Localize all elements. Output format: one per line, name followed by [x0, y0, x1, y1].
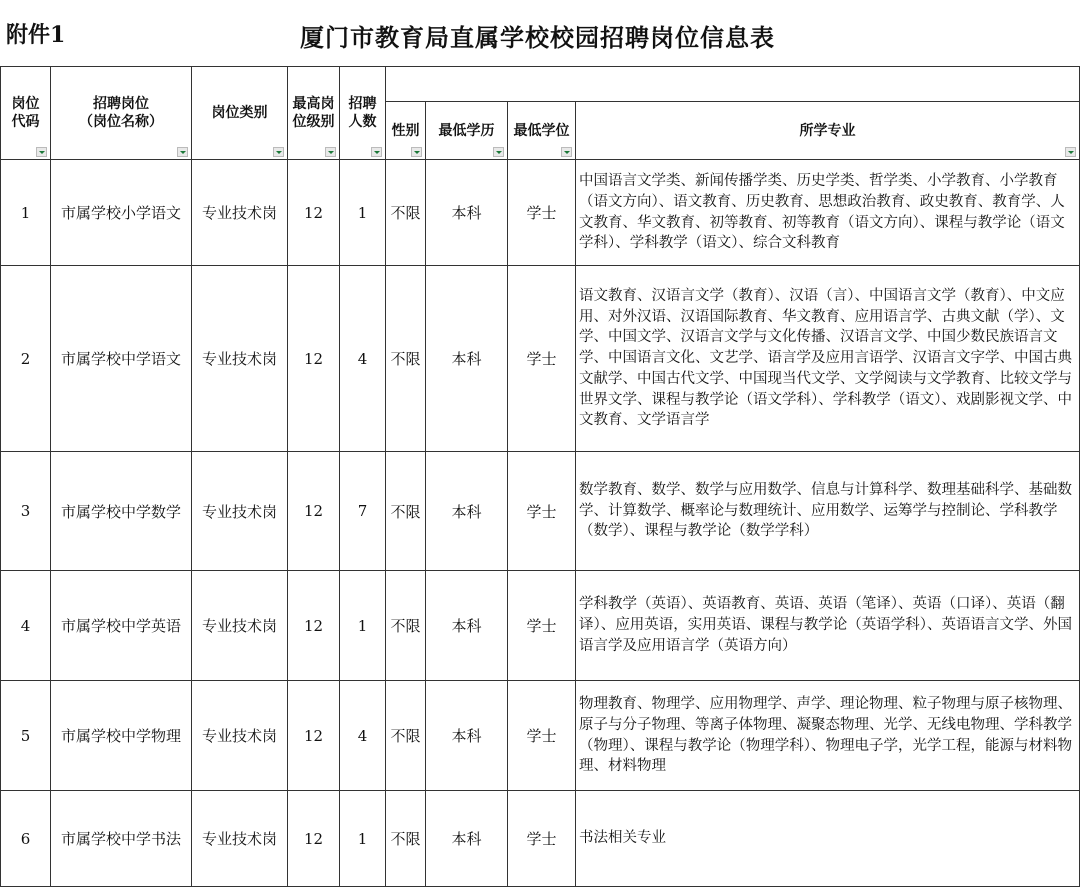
cell-level[interactable]: 12 — [288, 160, 340, 266]
cell-code[interactable]: 1 — [1, 160, 51, 266]
header — [0, 0, 1080, 66]
cell-count[interactable]: 1 — [340, 791, 386, 887]
page-title: 厦门市教育局直属学校校园招聘岗位信息表 — [300, 23, 775, 52]
cell-position[interactable]: 市属学校中学语文 — [51, 266, 192, 452]
cell-level[interactable]: 12 — [288, 571, 340, 681]
attachment-label: 附件1 — [6, 22, 66, 48]
cell-education[interactable]: 本科 — [426, 571, 508, 681]
cell-category[interactable]: 专业技术岗 — [192, 266, 288, 452]
cell-major[interactable]: 书法相关专业 — [576, 791, 1080, 887]
cell-count[interactable]: 1 — [340, 571, 386, 681]
cell-education[interactable]: 本科 — [426, 266, 508, 452]
cell-count[interactable]: 1 — [340, 160, 386, 266]
positions-table — [0, 66, 1080, 887]
cell-degree[interactable]: 学士 — [508, 791, 576, 887]
col-header-gender: 性别 — [386, 102, 426, 160]
cell-degree[interactable]: 学士 — [508, 681, 576, 791]
cell-position[interactable]: 市属学校中学书法 — [51, 791, 192, 887]
cell-count[interactable]: 7 — [340, 452, 386, 571]
cell-level[interactable]: 12 — [288, 266, 340, 452]
filter-dropdown-icon[interactable] — [561, 147, 572, 157]
cell-code[interactable]: 2 — [1, 266, 51, 452]
cell-category[interactable]: 专业技术岗 — [192, 452, 288, 571]
cell-category[interactable]: 专业技术岗 — [192, 681, 288, 791]
col-header-position: 招聘岗位 （岗位名称） — [51, 67, 192, 160]
table-row — [1, 452, 1080, 571]
col-header-requirements — [386, 67, 1080, 102]
filter-dropdown-icon[interactable] — [36, 147, 47, 157]
table-row — [1, 681, 1080, 791]
col-header-count: 招聘 人数 — [340, 67, 386, 160]
cell-code[interactable]: 6 — [1, 791, 51, 887]
table-row — [1, 791, 1080, 887]
cell-education[interactable]: 本科 — [426, 160, 508, 266]
cell-gender[interactable]: 不限 — [386, 160, 426, 266]
cell-gender[interactable]: 不限 — [386, 681, 426, 791]
filter-dropdown-icon[interactable] — [325, 147, 336, 157]
cell-major[interactable]: 数学教育、数学、数学与应用数学、信息与计算科学、数理基础科学、基础数学、计算数学、概率论与数理统计、应用数学、运筹学与控制论、学科教学（数学）、课程与教学论（数学学科） — [576, 452, 1080, 571]
filter-dropdown-icon[interactable] — [177, 147, 188, 157]
cell-major[interactable]: 学科教学（英语）、英语教育、英语、英语（笔译）、英语（口译）、英语（翻译）、应用英语，实用英语、课程与教学论（英语学科）、英语语言文学、外国语言学及应用语言学（英语方向） — [576, 571, 1080, 681]
cell-major[interactable]: 中国语言文学类、新闻传播学类、历史学类、哲学类、小学教育、小学教育（语文方向）、语文教育、历史教育、思想政治教育、政史教育、教育学、人文教育、华文教育、初等教育、初等教育（语文方向）、课程与教学论（语文学科）、学科教学（语文）、综合文科教育 — [576, 160, 1080, 266]
cell-code[interactable]: 4 — [1, 571, 51, 681]
cell-position[interactable]: 市属学校中学物理 — [51, 681, 192, 791]
cell-count[interactable]: 4 — [340, 266, 386, 452]
table-row — [1, 571, 1080, 681]
col-header-category: 岗位类别 — [192, 67, 288, 160]
filter-dropdown-icon[interactable] — [371, 147, 382, 157]
cell-education[interactable]: 本科 — [426, 791, 508, 887]
cell-education[interactable]: 本科 — [426, 452, 508, 571]
cell-degree[interactable]: 学士 — [508, 571, 576, 681]
cell-category[interactable]: 专业技术岗 — [192, 571, 288, 681]
cell-level[interactable]: 12 — [288, 791, 340, 887]
cell-major[interactable]: 语文教育、汉语言文学（教育）、汉语（言）、中国语言文学（教育）、中文应用、对外汉语、汉语国际教育、华文教育、应用语言学、古典文献（学）、文学、中国文学、汉语言文学与文化传播、汉语言文学、中国少数民族语言文学、中国语言文化、文艺学、语言学及应用言语学、汉语言文字学、中国古典文献学、中国古代文学、中国现当代文学、文学阅读与文学教育、比较文学与世界文学、课程与教学论（语文学科）、学科教学（语文）、戏剧影视文学、中文教育、文学语言学 — [576, 266, 1080, 452]
col-header-code: 岗位 代码 — [1, 67, 51, 160]
table-row — [1, 266, 1080, 452]
filter-dropdown-icon[interactable] — [411, 147, 422, 157]
filter-dropdown-icon[interactable] — [1065, 147, 1076, 157]
cell-degree[interactable]: 学士 — [508, 266, 576, 452]
cell-gender[interactable]: 不限 — [386, 266, 426, 452]
col-header-education: 最低学历 — [426, 102, 508, 160]
cell-category[interactable]: 专业技术岗 — [192, 160, 288, 266]
cell-gender[interactable]: 不限 — [386, 791, 426, 887]
cell-position[interactable]: 市属学校中学数学 — [51, 452, 192, 571]
cell-count[interactable]: 4 — [340, 681, 386, 791]
cell-position[interactable]: 市属学校中学英语 — [51, 571, 192, 681]
cell-category[interactable]: 专业技术岗 — [192, 791, 288, 887]
cell-major[interactable]: 物理教育、物理学、应用物理学、声学、理论物理、粒子物理与原子核物理、原子与分子物理、等离子体物理、凝聚态物理、光学、无线电物理、学科教学（物理）、课程与教学论（物理学科）、物理电子学，光学工程，能源与材料物理、材料物理 — [576, 681, 1080, 791]
cell-gender[interactable]: 不限 — [386, 571, 426, 681]
cell-position[interactable]: 市属学校小学语文 — [51, 160, 192, 266]
cell-education[interactable]: 本科 — [426, 681, 508, 791]
filter-dropdown-icon[interactable] — [273, 147, 284, 157]
cell-code[interactable]: 5 — [1, 681, 51, 791]
cell-code[interactable]: 3 — [1, 452, 51, 571]
cell-level[interactable]: 12 — [288, 681, 340, 791]
col-header-degree: 最低学位 — [508, 102, 576, 160]
table-row — [1, 160, 1080, 266]
col-header-major: 所学专业 — [576, 102, 1080, 160]
cell-degree[interactable]: 学士 — [508, 160, 576, 266]
cell-gender[interactable]: 不限 — [386, 452, 426, 571]
cell-level[interactable]: 12 — [288, 452, 340, 571]
col-header-level: 最高岗 位级别 — [288, 67, 340, 160]
cell-degree[interactable]: 学士 — [508, 452, 576, 571]
filter-dropdown-icon[interactable] — [493, 147, 504, 157]
